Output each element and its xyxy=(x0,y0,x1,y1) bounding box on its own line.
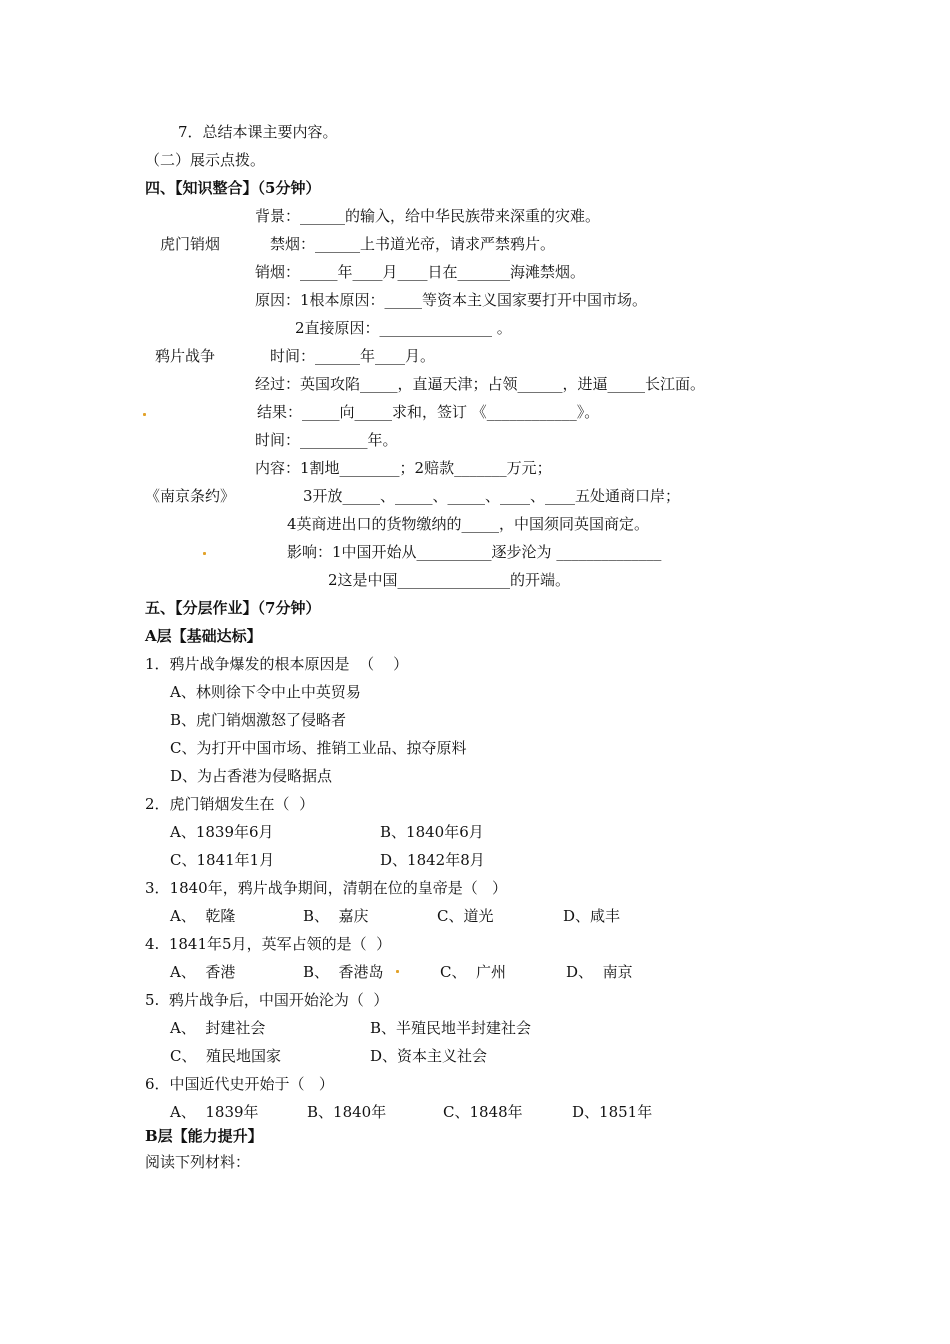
treaty-impact-2: 2这是中国_______________的开端。 xyxy=(328,571,571,589)
section-5-heading: 五、【分层作业】（7分钟） xyxy=(145,599,321,617)
q5-option-c: C、 殖民地国家 xyxy=(170,1047,282,1065)
question-4: 4. 1841年5月，英军占领的是（ ） xyxy=(145,935,392,953)
q1-option-b: B、虎门销烟激怒了侵略者 xyxy=(170,711,347,729)
humen-label: 虎门销烟 xyxy=(160,235,221,253)
war-result: 结果：_____向_____求和，签订 《____________》。 xyxy=(257,403,600,421)
q5-option-b: B、半殖民地半封建社会 xyxy=(370,1019,532,1037)
treaty-time: 时间：_________年。 xyxy=(255,431,398,449)
war-cause-root: 原因：1根本原因：_____等资本主义国家要打开中国市场。 xyxy=(255,291,648,309)
q3-option-d: D、咸丰 xyxy=(563,907,621,925)
q4-option-b: B、 香港岛 xyxy=(303,963,384,981)
question-6: 6．中国近代史开始于（ ） xyxy=(145,1075,334,1093)
item-7: 7．总结本课主要内容。 xyxy=(178,123,338,141)
scan-speck xyxy=(143,413,146,416)
q1-option-d: D、为占香港为侵略据点 xyxy=(170,767,333,785)
q6-option-c: C、1848年 xyxy=(443,1103,523,1121)
q6-option-b: B、1840年 xyxy=(307,1103,387,1121)
treaty-content-1: 内容：1割地________；2赔款_______万元； xyxy=(255,459,552,477)
read-material: 阅读下列材料： xyxy=(145,1153,251,1171)
q3-option-b: B、 嘉庆 xyxy=(303,907,369,925)
treaty-content-3: 3开放_____、_____、_____、____、____五处通商口岸； xyxy=(303,487,681,505)
humen-ban: 禁烟：______上书道光帝，请求严禁鸦片。 xyxy=(270,235,556,253)
q1-option-c: C、为打开中国市场、推销工业品、掠夺原料 xyxy=(170,739,467,757)
scan-speck xyxy=(396,970,399,973)
q6-option-d: D、1851年 xyxy=(572,1103,653,1121)
question-3: 3．1840年，鸦片战争期间，清朝在位的皇帝是（ ） xyxy=(145,879,508,897)
treaty-impact-1: 影响：1中国开始从__________逐步沦为 ______________ xyxy=(287,543,662,561)
war-time: 时间：______年____月。 xyxy=(270,347,436,365)
q1-option-a: A、林则徐下令中止中英贸易 xyxy=(170,683,361,701)
section-4-heading: 四、【知识整合】（5分钟） xyxy=(145,179,321,197)
war-label: 鸦片战争 xyxy=(155,347,216,365)
q4-option-c: C、 广州 xyxy=(440,963,507,981)
war-process: 经过：英国攻陷_____，直逼天津；占领______，进逼_____长江面。 xyxy=(255,375,706,393)
treaty-content-4: 4英商进出口的货物缴纳的_____，中国须同英国商定。 xyxy=(287,515,650,533)
show-heading: （二）展示点拨。 xyxy=(145,151,266,169)
q3-option-c: C、道光 xyxy=(437,907,494,925)
q5-option-a: A、 封建社会 xyxy=(170,1019,266,1037)
level-a-heading: A层【基础达标】 xyxy=(145,627,262,645)
q4-option-a: A、 香港 xyxy=(170,963,236,981)
q2-option-a: A、1839年6月 xyxy=(170,823,274,841)
q2-option-d: D、1842年8月 xyxy=(380,851,485,869)
q6-option-a: A、 1839年 xyxy=(170,1103,259,1121)
q2-option-b: B、1840年6月 xyxy=(380,823,484,841)
q3-option-a: A、 乾隆 xyxy=(170,907,236,925)
war-cause-direct: 2直接原因：_______________ 。 xyxy=(295,319,512,337)
q5-option-d: D、资本主义社会 xyxy=(370,1047,488,1065)
humen-destroy: 销烟：_____年____月____日在_______海滩禁烟。 xyxy=(255,263,586,281)
q2-option-c: C、1841年1月 xyxy=(170,851,275,869)
q4-option-d: D、 南京 xyxy=(566,963,633,981)
question-1: 1．鸦片战争爆发的根本原因是 （ ） xyxy=(145,655,409,673)
question-2: 2．虎门销烟发生在（ ） xyxy=(145,795,315,813)
level-b-heading: B层【能力提升】 xyxy=(145,1127,263,1145)
question-5: 5. 鸦片战争后，中国开始沦为（ ） xyxy=(145,991,389,1009)
humen-background: 背景：______的输入，给中华民族带来深重的灾难。 xyxy=(255,207,601,225)
scan-speck xyxy=(203,552,206,555)
treaty-label: 《南京条约》 xyxy=(145,487,236,505)
